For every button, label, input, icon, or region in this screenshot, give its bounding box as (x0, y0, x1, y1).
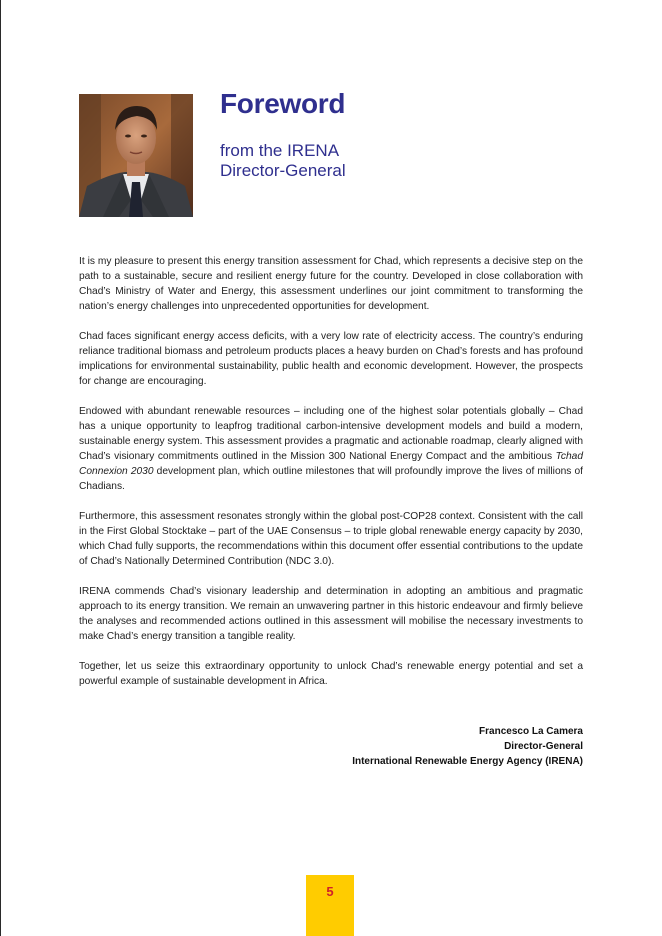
page-title: Foreword (220, 88, 346, 119)
paragraph-1: It is my pleasure to present this energy transition assessment for Chad, which represents a decisive step on the path to a sustainable, secure and resilient energy future for the country. Developed in close collaboration with Chad’s Ministry of Water and Energy, this assessment underlines our joint commitment to transforming the nation’s energy challenges into unprecedented opportunities for development. (79, 256, 583, 312)
page-edge-rule (0, 0, 1, 936)
signatory-name: Francesco La Camera (479, 726, 583, 737)
page-number-tab (306, 875, 354, 936)
paragraph-6: Together, let us seize this extraordinary opportunity to unlock Chad’s renewable energy potential and set a powerful example of sustainable development in Africa. (79, 661, 583, 687)
paragraph-4: Furthermore, this assessment resonates strongly within the global post-COP28 context. Consistent with the call in the First Global Stocktake – part of the UAE Consensus – to triple global renewable energy capacity by 2030, which Chad fully supports, the recommendations within this document offer essential contributions to the update of Chad’s Nationally Determined Contribution (NDC 3.0). (79, 511, 583, 567)
page-number: 5 (326, 884, 334, 899)
signatory-organization: International Renewable Energy Agency (IRENA) (352, 756, 583, 767)
paragraph-2: Chad faces significant energy access deficits, with a very low rate of electricity access. The country’s enduring reliance traditional biomass and petroleum products places a heavy burden on Chad’s forests and has profound implications for environmental sustainability, public health and economic development. However, the prospects for change are encouraging. (79, 331, 583, 387)
paragraph-3-part-1: Endowed with abundant renewable resources – including one of the highest solar potentials globally – Chad has a unique opportunity to leapfrog traditional carbon-intensive development models and build a modern, sustainable energy system. This assessment provides a pragmatic and actionable roadmap, clearly aligned with Chad’s visionary commitments outlined in the Mission 300 National Energy Compact and the ambitious (79, 406, 583, 462)
paragraph-3 (79, 404, 583, 494)
subtitle-line-1: from the IRENA (220, 141, 340, 160)
paragraph-5: IRENA commends Chad’s visionary leadership and determination in adopting an ambitious and pragmatic approach to its energy transition. We remain an unwavering partner in this historic endeavour and firmly believe the analyses and recommended actions outlined in this assessment will mobilise the necessary investments to make Chad’s energy transition a tangible reality. (79, 586, 583, 642)
subtitle-line-2: Director-General (220, 161, 346, 180)
director-general-portrait (79, 94, 193, 217)
plan-name-italic: Tchad Connexion 2030 (79, 451, 583, 477)
signature-block (352, 724, 583, 769)
paragraph-3-part-2: development plan, which outline milestones that will profoundly improve the lives of millions of Chadians. (79, 466, 584, 492)
signatory-role: Director-General (504, 741, 583, 752)
page-subtitle (220, 141, 480, 181)
foreword-body (79, 254, 583, 704)
